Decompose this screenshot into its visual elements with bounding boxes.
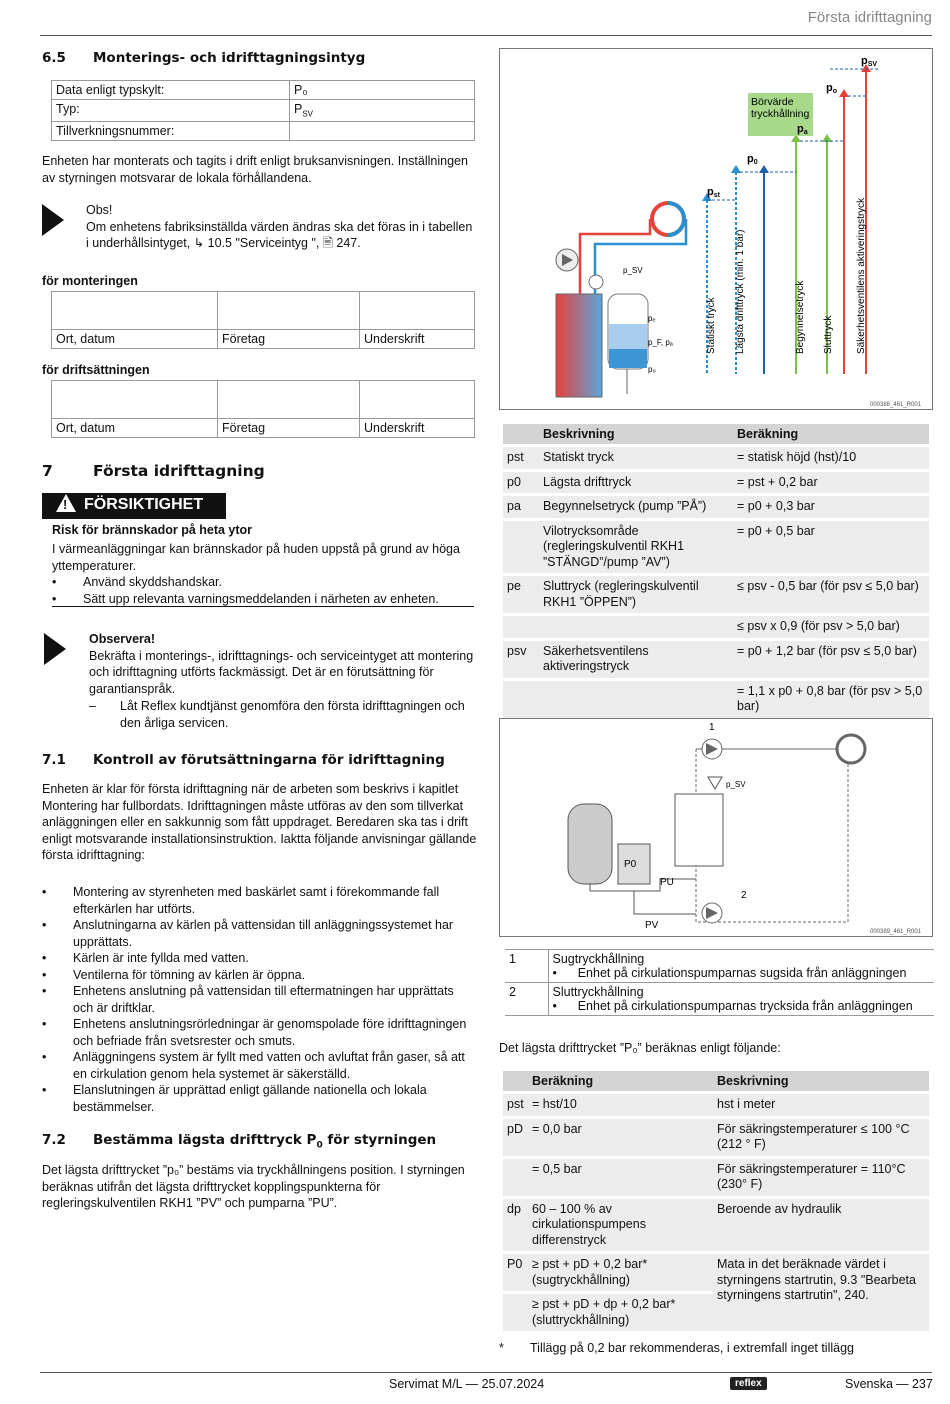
table-row: pst = hst/10 hst i meter xyxy=(503,1093,929,1118)
row-label: Tillverkningsnummer: xyxy=(52,121,290,140)
heat-source xyxy=(675,794,723,866)
link-arrow-icon: ↳ xyxy=(193,236,205,250)
observe-note: Observera! Bekräfta i monterings-, idrifttagnings- och serviceintyget att montering och idrifttagning utförts fackmässigt. Det är en förutsättning för garantianspråk. xyxy=(89,632,474,696)
section-6-5-heading: 6.5 Monterings- och idrifttagningsintyg xyxy=(42,50,366,66)
table-row: P0 ≥ pst + pD + 0,2 bar* (sugtryckhållning) Mata in det beräknade värdet i styrningens startrutin, 9.3 "Bearbeta styrningens startrutin", 240. xyxy=(503,1253,929,1293)
type-plate-table xyxy=(51,80,475,141)
caution-banner: ! FÖRSIKTIGHET xyxy=(42,493,226,519)
svg-text:Börvärde: Börvärde xyxy=(751,96,794,108)
svg-text:PU: PU xyxy=(660,877,674,888)
list-item: • Anslutningarna av kärlen på vattensidan till anläggningssystemet har upprättats. xyxy=(42,918,454,949)
table-row: pst Statiskt tryck = statisk höjd (hst)/10 xyxy=(503,446,929,471)
p0-table xyxy=(503,1071,929,1331)
svg-text:p_SV: p_SV xyxy=(623,266,643,275)
reflex-logo: reflex xyxy=(730,1377,767,1390)
running-header: Första idrifttagning xyxy=(807,9,932,26)
list-item: • Elanslutningen är upprättad enligt gällande nationella och lokala bestämmelser. xyxy=(42,1083,427,1114)
svg-text:po: po xyxy=(826,82,838,95)
col-header: Beskrivning xyxy=(539,424,733,446)
row-value xyxy=(290,121,475,140)
svg-text:P0: P0 xyxy=(624,859,637,870)
mount-label: för monteringen xyxy=(42,274,138,288)
table-row: = 0,5 bar För säkringstemperaturer = 110°C (230° F) xyxy=(503,1157,929,1197)
pressure-diagram-svg xyxy=(500,49,934,411)
list-item: • Enhetens anslutning på vattensidan till eftermatningen har upprättats och är driftklar. xyxy=(42,984,454,1015)
sig-col: Ort, datum xyxy=(52,419,218,438)
table-row: Vilotrycksområde (regleringskulventil RKH1 ”STÄNGD”/pump ”AV”) = p0 + 0,5 bar xyxy=(503,519,929,575)
list-item: – Låt Reflex kundtjänst genomföra den första idrifttagningen och den årliga servicen. xyxy=(89,699,465,730)
note-arrow-icon xyxy=(42,204,64,236)
table-row: = 1,1 x p0 + 0,8 bar (för psv > 5,0 bar) xyxy=(503,679,929,718)
boiler-shape xyxy=(556,294,602,397)
hydraulic-diagram-svg xyxy=(500,719,934,938)
p0-intro: Det lägsta drifttrycket ”P₀” beräknas enligt följande: xyxy=(499,1041,781,1055)
commission-label: för driftsättningen xyxy=(42,363,150,377)
svg-text:pSV: pSV xyxy=(861,55,878,68)
footer-lang: Svenska xyxy=(845,1377,893,1391)
col-header: Beräkning xyxy=(733,424,929,446)
svg-text:1: 1 xyxy=(709,722,715,733)
sig-col: Underskrift xyxy=(360,330,475,349)
risk-list xyxy=(52,574,472,607)
intro-text: Enheten har monterats och tagits i drift enligt bruksanvisningen. Inställningen av styrningen motsvarar de lokala förhållandena. xyxy=(42,154,468,185)
list-item: • Enhetens anslutningsrörledningar är genomspolade före idrifttagningen och befriade från svetsrester och smuts. xyxy=(42,1017,467,1048)
table-row: ≥ pst + pD + dp + 0,2 bar* (sluttryckhållning) xyxy=(503,1293,929,1332)
row-label: Typ: xyxy=(52,100,290,122)
svg-text:tryckhållning: tryckhållning xyxy=(751,108,810,120)
header-rule xyxy=(40,35,932,36)
list-item: • Använd skyddshandskar. xyxy=(52,575,222,589)
section-7-1-heading: 7.1 Kontroll av förutsättningarna för idrifttagning xyxy=(42,752,445,768)
svg-text:pst: pst xyxy=(707,186,720,199)
list-item: • Sätt upp relevanta varningsmeddelanden i närheten av enheten. xyxy=(52,591,439,606)
table-row: 2 Sluttryckhållning • Enhet på cirkulationspumparnas trycksida från anläggningen xyxy=(505,983,934,1016)
page-icon: 🖹 xyxy=(322,236,333,250)
svg-text:p_SV: p_SV xyxy=(726,780,746,789)
list-item: • Anläggningens system är fyllt med vatten och avluftat från gaser, så att en cirkulation genom hela systemet är säkerställd. xyxy=(42,1050,465,1081)
table-row: pa Begynnelsetryck (pump ”PÅ”) = p0 + 0,3 bar xyxy=(503,495,929,520)
sig-col: Företag xyxy=(218,330,360,349)
checklist xyxy=(42,884,477,1115)
svg-text:000389_461_R001: 000389_461_R001 xyxy=(870,929,922,935)
list-item: • Montering av styrenheten med baskärlet samt i förekommande fall efterkärlen har utförts. xyxy=(42,885,440,916)
col-header: Beräkning xyxy=(528,1071,713,1093)
hydraulic-diagram xyxy=(499,718,933,937)
svg-text:p_F, pₐ: p_F, pₐ xyxy=(648,338,673,347)
svg-text:PV: PV xyxy=(645,920,659,931)
list-item: • Kärlen är inte fyllda med vatten. xyxy=(42,951,249,965)
section-7-2-text: Det lägsta drifttrycket ”p₀” bestäms via tryckhållningens position. I styrningen beräknas utifrån det lägsta drifttrycket kopplingspunkterna för regleringskulventilen RKH1 ”PV” och pumparna ”PU”. xyxy=(42,1163,465,1210)
section-7-1-intro: Enheten är klar för första idrifttagning när de arbeten som beskrivs i kapitlet Montering har fullbordats. Idrifttagningen måste utföras av den som tillverkat anläggningen eller en sakkunnig som fått uppdraget. Beredaren ska tas i drift enligt motsvarande installationsinstruktion. Iaktta följande anvisningar gällande första idrifttagning: xyxy=(42,782,477,862)
risk-title: Risk för brännskador på heta ytor xyxy=(52,523,253,537)
page-number: — 237 xyxy=(896,1377,933,1391)
svg-text:pₑ: pₑ xyxy=(648,314,656,323)
section-7-2-heading: 7.2 Bestämma lägsta drifttryck $P_0$ för styrningen xyxy=(42,1132,437,1151)
list-item: • Ventilerna för tömning av kärlen är öppna. xyxy=(42,967,306,982)
consumer-icon xyxy=(837,735,865,763)
svg-text:p0: p0 xyxy=(747,153,758,166)
mount-signature-table xyxy=(51,291,475,349)
col-header: Beskrivning xyxy=(713,1071,929,1093)
table-row: p0 Lägsta drifttryck = pst + 0,2 bar xyxy=(503,470,929,495)
sig-col: Underskrift xyxy=(360,419,475,438)
obs-note: Obs! Om enhetens fabriksinställda värden ändras ska det föras in i tabellen i underhållsintyget, ↳ 10.5 "Serviceintyg ", 🖹 247. xyxy=(86,203,473,250)
svg-text:Statiskt tryck: Statiskt tryck xyxy=(706,297,717,354)
svg-text:Begynnelsetryck: Begynnelsetryck xyxy=(795,280,806,354)
footer-doc: Servimat M/L — 25.07.2024 xyxy=(389,1377,545,1391)
footnote-mark: * xyxy=(499,1341,504,1355)
table-row: dp 60 – 100 % av cirkulationspumpens differenstryck Beroende av hydraulik xyxy=(503,1197,929,1253)
hydraulic-legend xyxy=(505,949,934,1016)
risk-text: I värmeanläggningar kan brännskador på huden uppstå på grund av höga yttemperaturer. xyxy=(52,542,460,573)
vessel-shape xyxy=(568,804,612,884)
chapter-7-heading: 7 Första idrifttagning xyxy=(42,462,265,480)
row-label: Data enligt typskylt: xyxy=(52,81,290,100)
svg-text:000388_461_R001: 000388_461_R001 xyxy=(870,402,922,408)
obs-link[interactable]: 10.5 "Serviceintyg ", xyxy=(207,236,323,250)
svg-text:Sluttryck: Sluttryck xyxy=(823,315,834,354)
row-value: $P_{SV}$ xyxy=(290,100,475,122)
warning-icon xyxy=(56,494,76,512)
pressure-table xyxy=(503,424,929,718)
observe-dash xyxy=(89,698,477,731)
caution-rule xyxy=(52,606,474,607)
table-row: pD = 0,0 bar För säkringstemperaturer ≤ 100 °C (212 ° F) xyxy=(503,1117,929,1157)
sig-col: Företag xyxy=(218,419,360,438)
footnote: Tillägg på 0,2 bar rekommenderas, i extremfall inget tillägg xyxy=(530,1341,854,1355)
table-row: ≤ psv x 0,9 (för psv > 5,0 bar) xyxy=(503,615,929,640)
table-row: pe Sluttryck (regleringskulventil RKH1 ”ÖPPEN”) ≤ psv - 0,5 bar (för psv ≤ 5,0 bar) xyxy=(503,575,929,615)
footer-rule xyxy=(40,1372,932,1373)
svg-text:Lägsta drifttryck (min. 1 bar): Lägsta drifttryck (min. 1 bar) xyxy=(735,229,746,354)
row-value: P₀ xyxy=(290,81,475,100)
svg-text:pa: pa xyxy=(797,123,808,136)
commission-signature-table xyxy=(51,380,475,438)
pressure-diagram xyxy=(499,48,933,410)
table-row: psv Säkerhetsventilens aktiveringstryck = p0 + 1,2 bar (för psv ≤ 5,0 bar) xyxy=(503,639,929,679)
table-row: 1 Sugtryckhållning • Enhet på cirkulationspumparnas sugsida från anläggningen xyxy=(505,950,934,983)
note-arrow-icon xyxy=(44,633,66,665)
svg-text:p₀: p₀ xyxy=(648,365,656,374)
svg-text:Säkerhetsventilens aktiverings: Säkerhetsventilens aktiveringstryck xyxy=(856,197,867,354)
sig-col: Ort, datum xyxy=(52,330,218,349)
svg-text:2: 2 xyxy=(741,890,747,901)
